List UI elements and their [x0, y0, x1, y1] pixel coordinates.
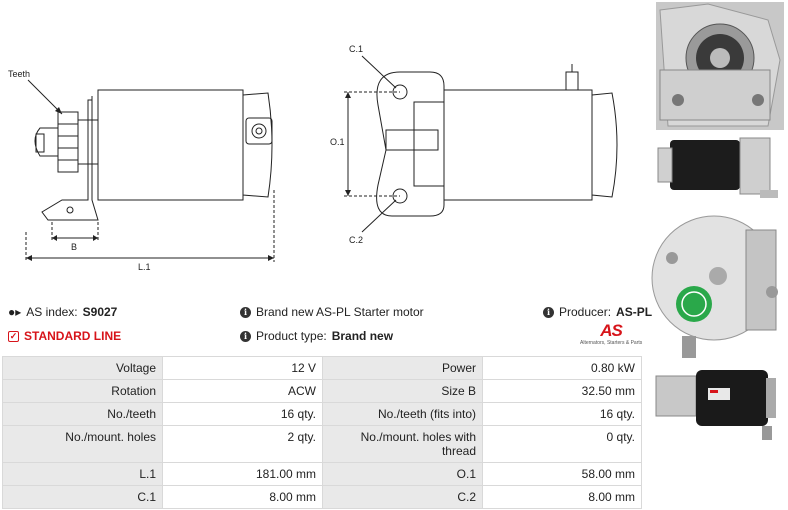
table-row [3, 380, 642, 403]
photo-gear-closeup [656, 2, 784, 130]
photo-end-view [652, 216, 778, 358]
info-icon: i [543, 307, 554, 318]
l1-label: L.1 [138, 262, 151, 272]
brand-new-note [240, 305, 424, 319]
table-row [3, 403, 642, 426]
table-row [3, 463, 642, 486]
logo-tagline: Alternators, Starters & Parts [580, 340, 643, 346]
spec-value: 8.00 mm [163, 486, 323, 509]
brand-new-text: Brand new AS-PL Starter motor [256, 305, 424, 319]
producer-value: AS-PL [616, 305, 653, 319]
standard-line-label: STANDARD LINE [24, 329, 122, 343]
photo-perspective-view [656, 370, 776, 440]
tag-icon: ●▸ [8, 305, 22, 319]
o1-label: O.1 [330, 137, 345, 147]
teeth-label: Teeth [8, 69, 31, 79]
standard-line [8, 329, 121, 343]
info-icon: i [240, 307, 251, 318]
c2-label: C.2 [349, 235, 364, 245]
c1-label: C.1 [349, 44, 364, 54]
table-row [3, 357, 642, 380]
spec-value: 32.50 mm [483, 380, 642, 403]
spec-key: Voltage [3, 357, 163, 380]
spec-key: O.1 [323, 463, 483, 486]
motor-end-cap [243, 93, 272, 197]
producer-logo [580, 321, 642, 349]
as-index-value: S9027 [82, 305, 118, 319]
spec-key: Power [323, 357, 483, 380]
flange-slot [386, 130, 438, 150]
spec-value: 0.80 kW [483, 357, 642, 380]
spec-table [2, 356, 642, 509]
spec-value: 58.00 mm [483, 463, 642, 486]
flange-outline [377, 72, 444, 216]
pinion-gear [58, 112, 78, 172]
spec-value: 16 qty. [483, 403, 642, 426]
spec-value: ACW [163, 380, 323, 403]
check-square-icon: ✓ [9, 330, 18, 341]
spec-value: 16 qty. [163, 403, 323, 426]
spec-key: Rotation [3, 380, 163, 403]
producer [543, 305, 652, 319]
table-row [3, 426, 642, 463]
product-type [240, 329, 393, 343]
spec-key: C.1 [3, 486, 163, 509]
product-type-label: Product type: [256, 329, 327, 343]
motor-body-front [444, 90, 592, 200]
as-index-label: AS index: [26, 305, 78, 319]
motor-body-side [98, 90, 243, 200]
spec-key: No./mount. holes [3, 426, 163, 463]
spec-key: No./mount. holes with thread [323, 426, 483, 463]
spec-value: 8.00 mm [483, 486, 642, 509]
spec-value: 2 qty. [163, 426, 323, 463]
spec-key: L.1 [3, 463, 163, 486]
photo-side-view [658, 138, 778, 198]
spec-key: Size B [323, 380, 483, 403]
technical-drawing [0, 0, 645, 290]
as-index [8, 305, 117, 319]
spec-value: 181.00 mm [163, 463, 323, 486]
product-type-value: Brand new [331, 329, 394, 343]
info-icon: i [240, 331, 251, 342]
product-photos [648, 0, 788, 510]
spec-key: C.2 [323, 486, 483, 509]
table-row [3, 486, 642, 509]
producer-label: Producer: [559, 305, 612, 319]
spec-value: 0 qty. [483, 426, 642, 463]
logo-mark: AS [600, 321, 622, 340]
b-label: B [71, 242, 78, 252]
spec-key: No./teeth [3, 403, 163, 426]
terminal-block [246, 118, 272, 144]
spec-key: No./teeth (fits into) [323, 403, 483, 426]
spec-value: 12 V [163, 357, 323, 380]
